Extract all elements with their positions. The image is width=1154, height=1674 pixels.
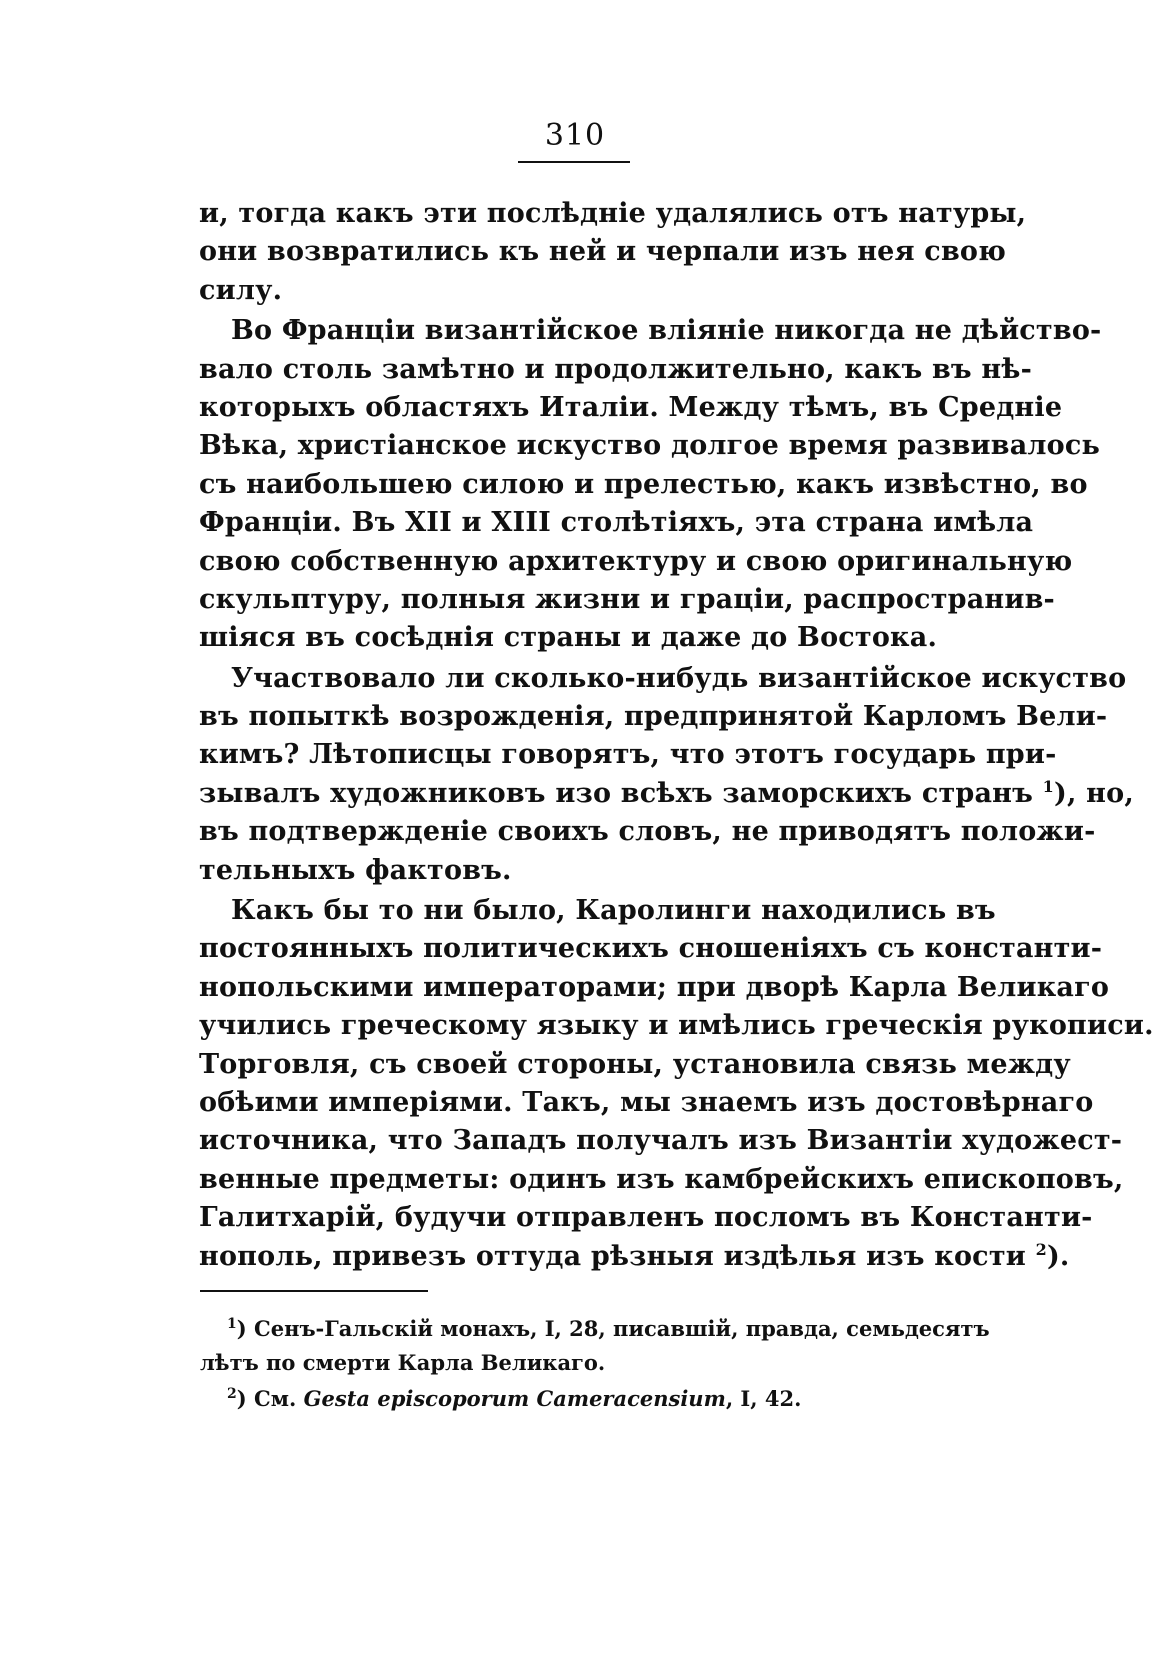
footnote-2 — [227, 1382, 959, 1416]
text-line: Во Франціи византійское вліяніе никогда не дѣйство- — [231, 315, 1102, 347]
text-fragment: зывалъ художниковъ изо всѣхъ заморскихъ странъ — [199, 777, 1034, 809]
footnote-mark: 2 — [227, 1386, 237, 1402]
footnote-suffix: , I, 42. — [725, 1386, 802, 1411]
text-fragment: ), но, — [1054, 777, 1134, 809]
cited-work-title: Gesta episcoporum Cameracensium — [303, 1386, 726, 1411]
footnote-line — [227, 1312, 990, 1346]
footnote-prefix: См. — [254, 1386, 297, 1411]
page-number: 310 — [544, 118, 606, 153]
paragraph-2 — [199, 312, 1102, 658]
footnote-text: Сенъ-Гальскій монахъ, I, 28, писавшій, правда, семьдесятъ — [254, 1316, 990, 1341]
text-line: обѣими имперіями. Такъ, мы знаемъ изъ достовѣрнаго — [199, 1086, 1094, 1118]
footnote-ref-1[interactable]: 1 — [1042, 776, 1054, 796]
main-text — [199, 195, 1154, 1276]
footnote-rule — [200, 1290, 428, 1292]
page-number-rule — [518, 161, 630, 163]
text-line: Какъ бы то ни было, Каролинги находились въ — [231, 895, 996, 927]
text-line: учились греческому языку и имѣлись греческія рукописи. — [199, 1010, 1154, 1042]
footnote-mark: 1 — [227, 1316, 237, 1332]
text-line: венные предметы: одинъ изъ камбрейскихъ епископовъ, — [199, 1163, 1124, 1195]
text-line: Участвовало ли сколько-нибудь византійское искуство — [231, 662, 1127, 694]
text-line: Вѣка, христіанское искуство долгое время развивалось — [199, 430, 1101, 462]
footnote-mark-close: ) — [236, 1386, 247, 1411]
text-line: источника, что Западъ получалъ изъ Византіи художест- — [199, 1125, 1123, 1157]
footnote-line: лѣтъ по смерти Карла Великаго. — [200, 1350, 606, 1375]
text-line: и, тогда какъ эти послѣдніе удалялись отъ натуры, — [199, 198, 1027, 229]
footnote-mark-close: ) — [236, 1316, 247, 1341]
text-line: которыхъ областяхъ Италіи. Между тѣмъ, въ Средніе — [199, 391, 1063, 423]
text-line: силу. — [199, 274, 283, 306]
text-line: въ подтвержденіе своихъ словъ, не приводятъ положи- — [199, 816, 1096, 848]
text-line: Франціи. Въ XII и XIII столѣтіяхъ, эта страна имѣла — [199, 507, 1034, 539]
footnotes — [200, 1312, 990, 1416]
paragraph-4 — [199, 892, 1154, 1276]
text-line: тельныхъ фактовъ. — [199, 854, 512, 886]
text-line: кимъ? Лѣтописцы говорятъ, что этотъ государь при- — [199, 739, 1057, 771]
text-line: шіяся въ сосѣднія страны и даже до Востока. — [199, 622, 938, 654]
paragraph-1 — [199, 195, 1027, 310]
footnote-1 — [200, 1312, 990, 1380]
text-line: съ наибольшею силою и прелестью, какъ извѣстно, во — [199, 468, 1088, 500]
text-line: нопольскими императорами; при дворѣ Карла Великаго — [199, 971, 1110, 1003]
text-line: Галитхарій, будучи отправленъ посломъ въ Константи- — [199, 1202, 1093, 1234]
text-line: они возвратились къ ней и черпали изъ нея свою — [199, 236, 1007, 268]
text-line: въ попыткѣ возрожденія, предпринятой Карломъ Вели- — [199, 701, 1108, 733]
text-line: Торговля, съ своей стороны, установила связь между — [199, 1048, 1071, 1080]
text-line: вало столь замѣтно и продолжительно, какъ въ нѣ- — [199, 353, 1032, 385]
text-fragment: ). — [1046, 1240, 1070, 1272]
text-line-with-note — [199, 775, 1134, 813]
text-fragment: нополь, привезъ оттуда рѣзныя издѣлья изъ кости — [199, 1240, 1026, 1272]
text-line: свою собственную архитектуру и свою оригинальную — [199, 545, 1073, 577]
footnote-ref-2[interactable]: 2 — [1035, 1239, 1047, 1259]
text-line: скульптуру, полныя жизни и граціи, распространив- — [199, 583, 1055, 615]
text-line-with-note — [199, 1238, 1070, 1276]
text-line: постоянныхъ политическихъ сношеніяхъ съ константи- — [199, 933, 1103, 965]
paragraph-3 — [199, 660, 1134, 890]
footnote-line — [227, 1382, 959, 1416]
